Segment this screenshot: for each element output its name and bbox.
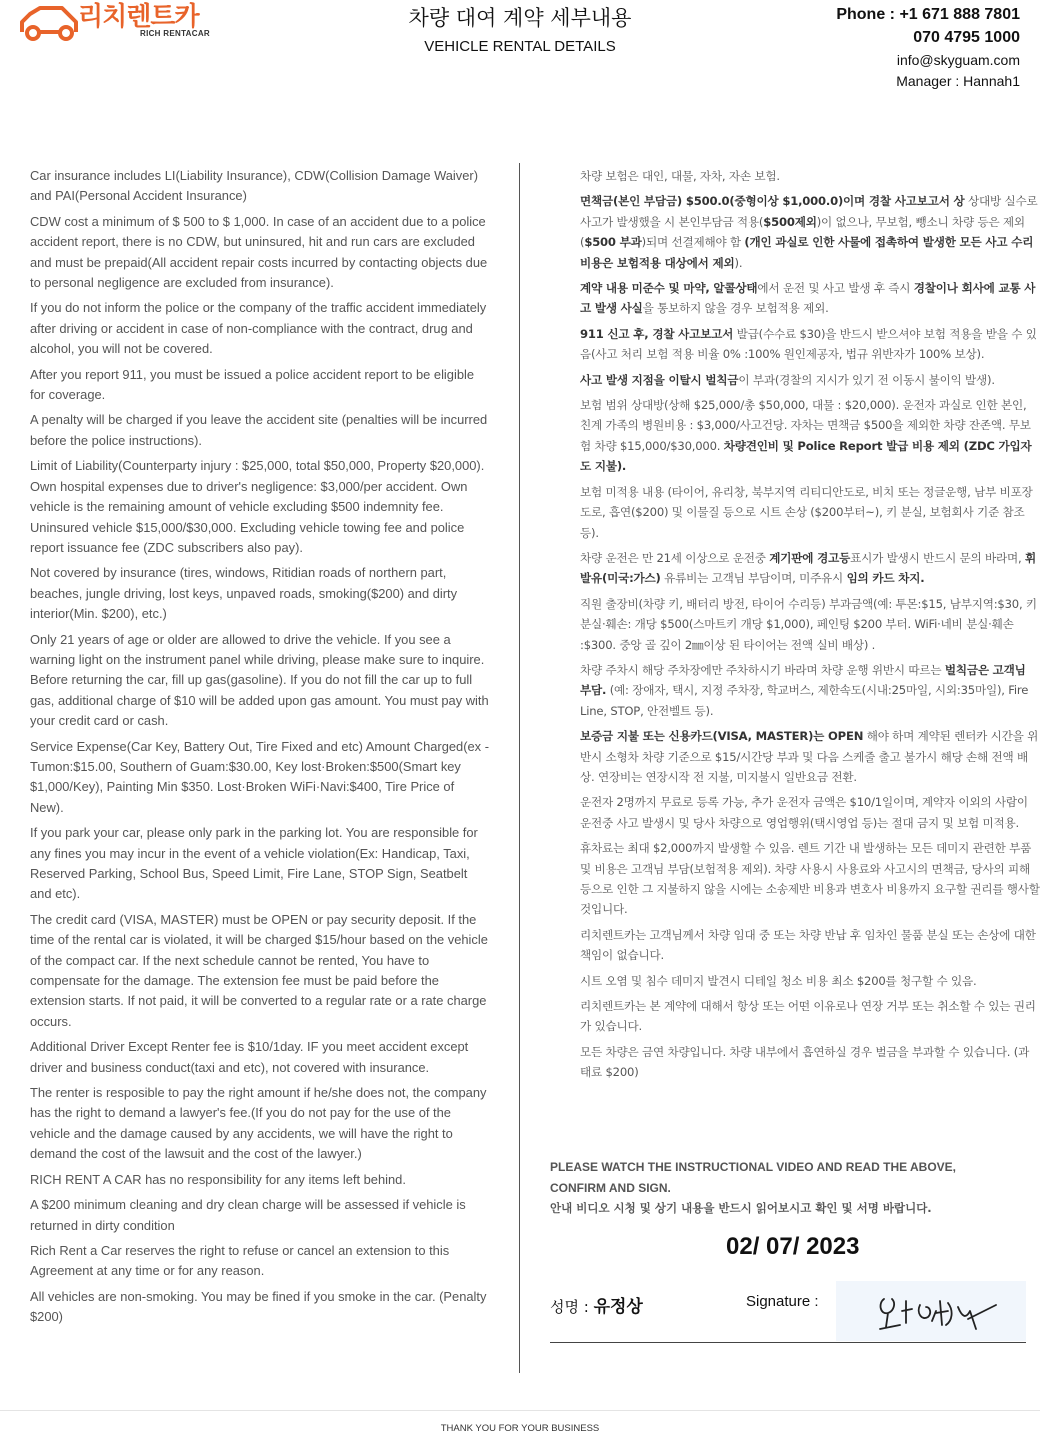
- term-paragraph-en: Rich Rent a Car reserves the right to refuse or cancel an extension to this Agreement at any time or for any reason.: [30, 1242, 450, 1279]
- term-paragraph-en: If you do not inform the police or the company of the traffic accident immediately after driving or accident in case of non-compliance with the contract, drug and alcohol, you will not be covered.: [30, 300, 487, 357]
- term-paragraph-en: All vehicles are non-smoking. You may be fined if you smoke in the car. (Penalty $200): [30, 1288, 487, 1325]
- term-paragraph-en: After you report 911, you must be issued a police accident report to be eligible for coverage.: [30, 366, 475, 403]
- term-text: 리치렌트카는 본 계약에 대해서 항상 또는 어떤 이유로나 연장 거부 또는 취소할 수 있는 권리가 있습니다.: [580, 999, 1036, 1034]
- term-paragraph-ko: [580, 971, 1040, 991]
- term-text-bold: $500제외: [763, 214, 817, 229]
- confirmation-note-korean: 안내 비디오 시청 및 상기 내용을 반드시 읽어보시고 확인 및 서명 바랍니다.: [550, 1201, 932, 1215]
- term-text: 직원 출장비(차량 키, 배터리 방전, 타이어 수리등) 부과금액(예: 투몬:$15, 남부지역:$30, 키분실·훼손: 개당 $500(스마트키 개당 $1,000), 페인팅 $200 부터. WiFi·네비 분실·훼손 :$300. 중앙 골 깊이 2㎜이상 된 타이어는 전액 실비 배상) .: [580, 596, 1037, 652]
- term-text-bold: 벌칙금은 고객님 부담.: [580, 662, 1026, 698]
- manager-name: Manager : Hannah1: [896, 73, 1020, 89]
- term-text: 보험 범위 상대방(상해 $25,000/총 $50,000, 대물 : $20,000). 운전자 과실로 인한 본인, 친계 가족의 병원비용 : $3,000/사고건당. 자차는 면책금 $500을 제외한 차량 잔존액. 무보험 차량 $15,000/$30,000.: [580, 398, 1031, 453]
- term-text-bold: 휘발유(미국:가스): [580, 550, 1037, 586]
- term-text: )이 없으나, 무보험, 뺑소니 차량 등은 제외(: [580, 214, 1025, 250]
- term-paragraph-ko: [580, 166, 1040, 186]
- term-text: 해야 하며 계약된 렌터카 시간을 위반시 소형차 차량 기준으로 $15/시간당 부과 및 다음 스케줄 출고 불가시 해당 손해 전액 배상. 연장비는 연장시작 전 지불, 미지불시 일반요금 전환.: [580, 729, 1039, 784]
- term-paragraph-en: RICH RENT A CAR has no responsibility for any items left behind.: [30, 1171, 406, 1187]
- term-paragraph-ko: [580, 726, 1040, 787]
- term-paragraph-ko: [580, 838, 1040, 920]
- term-paragraph-ko: [580, 660, 1040, 721]
- term-paragraph-en: The renter is resposible to pay the right amount if he/she does not, the company has the right to demand a lawyer's fee.(If you do not pay for the use of the vehicle and the damage caused by any accidents, we will have the right to demand the cost of the lawsuit and the cost of the lawyer.): [30, 1085, 487, 1162]
- term-paragraph-ko: [580, 278, 1040, 319]
- term-text-bold: 계약 내용 미준수 및 마약, 알콜상태: [580, 281, 758, 296]
- phone-number: Phone : +1 671 888 7801: [836, 6, 1020, 23]
- term-text: 모든 차량은 금연 차량입니다. 차량 내부에서 흡연하실 경우 벌금을 부과할 수 있습니다. (과태료 $200): [580, 1044, 1030, 1080]
- name-field: [550, 1292, 643, 1317]
- term-text: 시트 오염 및 침수 데미지 발견시 디테일 청소 비용 최소 $200를 청구할 수 있음.: [580, 973, 977, 988]
- term-text: )되며 선결제해야 함: [641, 235, 745, 250]
- term-paragraph-en: CDW cost a minimum of $ 500 to $ 1,000. In case of an accident due to a police accident report, there is no CDW, but uninsured, hit and run cars are excluded and must be prepaid(All accident repair costs incurred by contacting objects due to personal negligence are excluded from insurance).: [30, 213, 488, 291]
- term-text: 을 통보하지 않을 경우 보험적용 제외.: [642, 301, 829, 316]
- term-text-bold: 면책금(본인 부담금) $500.0(중형이상 $1,000.0)이며 경찰 사고보고서 상: [580, 194, 965, 209]
- signature-label: Signature :: [746, 1293, 819, 1310]
- signature-line: [550, 1342, 1026, 1343]
- handwritten-signature: [836, 1281, 1026, 1341]
- name-label: 성명 :: [550, 1298, 594, 1316]
- term-text-bold: 사고 발생 지점을 이탈시 벌칙금: [580, 372, 739, 387]
- term-paragraph-en: A penalty will be charged if you leave the accident site (penalties will be incurred before the police instructions).: [30, 412, 488, 448]
- term-paragraph-ko: [580, 548, 1040, 589]
- page-title-english: VEHICLE RENTAL DETAILS: [424, 38, 616, 55]
- term-paragraph-en: If you park your car, please only park in the parking lot. You are responsible for any fines you may incur in the event of a vehicle violation(Ex: Handicap, Taxi, Reserved Parking, School Bus, Speed Limit, Fire Lane, STOP Sign, Seatbelt and etc).: [30, 825, 478, 902]
- term-text: ).: [734, 255, 743, 270]
- term-text-bold: (개인 과실로 인한 사물에 접촉하여 발생한 모든 사고 수리비용은 보험적용 대상에서 제외: [580, 235, 1034, 270]
- term-text: 발급(수수료 $30)을 반드시 받으셔야 보험 적용을 받을 수 있음(사고 처리 보험 적용 비율 0% :100% 원인제공자, 법규 위반자가 100% 보상).: [580, 326, 1037, 362]
- term-text-bold: $500 부과: [584, 235, 642, 250]
- term-text: 표시가 발생시 반드시 문의 바라며,: [850, 550, 1026, 565]
- term-text: 보험 미적용 내용 (타이어, 유리창, 북부지역 리티디안도로, 비치 또는 정글운행, 남부 비포장도로, 흡연($200) 및 이물질 등으로 시트 손상 ($200부터~), 키 분실, 보험회사 기준 참조 등).: [580, 484, 1033, 540]
- term-text-bold: 계기판에 경고등: [769, 550, 851, 565]
- column-divider: [519, 163, 520, 1373]
- term-paragraph-ko: [580, 996, 1040, 1037]
- contract-date: 02/ 07/ 2023: [726, 1233, 860, 1260]
- term-text-bold: 차량견인비 및 Police Report 발급 비용 제외 (ZDC 가입자도 지불).: [580, 438, 1032, 474]
- confirmation-note-english: PLEASE WATCH THE INSTRUCTIONAL VIDEO AND READ THE ABOVE, CONFIRM AND SIGN.: [550, 1160, 957, 1195]
- term-paragraph-en: The credit card (VISA, MASTER) must be OPEN or pay security deposit. If the time of the rental car is violated, it will be charged $15/hour based on the vehicle of the compact car. If the next schedule cannot be rented, You have to compensate for the damage. The extension fee must be paid before the extension starts. If not paid, it will be converted to a regular rate or a rate charge occurs.: [30, 911, 488, 1029]
- term-paragraph-en: Service Expense(Car Key, Battery Out, Tire Fixed and etc) Amount Charged(ex - Tumon:$15.00, Southern of Guam:$30.00, Key lost·Broken:$500(Smart key $1,000/Key), Painting Min $350. Lost·Broken WiFi·Navi:$400, Tire Price of New).: [30, 738, 490, 815]
- term-text-bold: 임의 카드 차지.: [846, 571, 925, 586]
- term-paragraph-ko: [580, 370, 1040, 390]
- term-text: 차량 주차시 해당 주차장에만 주차하시기 바라며 차량 운행 위반시 따르는: [580, 662, 945, 677]
- term-text: 유류비는 고객님 부담이며, 미주유시: [660, 571, 847, 586]
- footer-divider: [0, 1410, 1040, 1411]
- signature-box[interactable]: [836, 1281, 1026, 1341]
- term-text-bold: 911 신고 후, 경찰 사고보고서: [580, 326, 734, 341]
- term-text: 차량 보험은 대인, 대물, 자차, 자손 보험.: [580, 169, 780, 183]
- term-paragraph-ko: [580, 324, 1040, 365]
- term-text-bold: 경찰이나 회사에 교통 사고 발생 사실: [580, 281, 1036, 316]
- term-paragraph-ko: [580, 792, 1040, 833]
- term-paragraph-en: Car insurance includes LI(Liability Insurance), CDW(Collision Damage Waiver) and PAI(Personal Accident Insurance): [30, 168, 478, 204]
- term-paragraph-ko: [580, 482, 1040, 543]
- term-paragraph-en: A $200 minimum cleaning and dry clean charge will be assessed if vehicle is returned in dirty condition: [30, 1197, 466, 1233]
- term-paragraph-ko: [580, 594, 1040, 655]
- term-text: 차량 운전은 만 21세 이상으로 운전중: [580, 550, 770, 565]
- confirmation-note: [550, 1157, 1000, 1219]
- term-paragraph-ko: [580, 1042, 1040, 1083]
- terms-english-column: [30, 166, 490, 1333]
- term-text: 이 부과(경찰의 지시가 있기 전 이동시 불이익 발생).: [738, 372, 995, 387]
- term-text: 에서 운전 및 사고 발생 후 즉시: [757, 281, 914, 296]
- contact-block: [836, 4, 1020, 92]
- page-title-korean: 차량 대여 계약 세부내용: [408, 6, 632, 30]
- term-paragraph-ko: [580, 925, 1040, 966]
- term-paragraph-en: Only 21 years of age or older are allowed to drive the vehicle. If you see a warning light on the instrument panel while driving, please make sure to inquire. Before returning the car, fill up gas(gasoline). If you do not fill the car up to full gas, additional charge of $10 will be added upon gas amount. You must pay with your credit card or cash.: [30, 631, 489, 729]
- term-text-bold: 보증금 지불 또는 신용카드(VISA, MASTER)는 OPEN: [580, 729, 864, 744]
- logo-english-text: RICH RENTACAR: [140, 29, 210, 38]
- terms-korean-column: [580, 166, 1040, 1088]
- term-text: 운전자 2명까지 무료로 등록 가능, 추가 운전자 금액은 $10/1일이며, 계약자 이외의 사람이 운전중 사고 발생시 및 당사 차량으로 영업행위(택시영업 등)는 절대 금지 및 보험 미적용.: [580, 795, 1028, 830]
- term-text: 상대방 실수로 사고가 발생했을 시 본인부담금 적용(: [580, 194, 1038, 229]
- term-paragraph-en: Additional Driver Except Renter fee is $10/1day. IF you meet accident except driver and business conduct(taxi and etc), not covered with insurance.: [30, 1039, 469, 1075]
- term-paragraph-en: Limit of Liability(Counterparty injury : $25,000, total $50,000, Property $20,000). Own hospital expenses due to driver's negligence: $3,000/per accident. Own vehicle is the remaining amount of vehicle excluding $500 indemnity fee. Uninsured vehicle $15,000/$30,000. Excluding vehicle towing fee and police report issuance fee (ZDC subscribers also pay).: [30, 458, 485, 555]
- phone-number-2: 070 4795 1000: [913, 29, 1020, 46]
- footer-text: THANK YOU FOR YOUR BUSINESS: [440, 1423, 600, 1434]
- term-text: 리치렌트카는 고객님께서 차량 임대 중 또는 차량 반납 후 임차인 물품 분실 또는 손상에 대한 책임이 없습니다.: [580, 927, 1036, 963]
- term-paragraph-en: Not covered by insurance (tires, windows, Ritidian roads of northern part, beaches, jungle driving, lost keys, unpaved roads, smoking($200) and dirty interior(Min. $200), etc.): [30, 565, 458, 622]
- renter-name: 유정상: [593, 1297, 643, 1317]
- email-address: info@skyguam.com: [896, 52, 1020, 68]
- logo-ko-text: 리치렌트카: [78, 2, 199, 32]
- term-text: 휴차료는 최대 $2,000까지 발생할 수 있음. 렌트 기간 내 발생하는 모든 데미지 관련한 부품 및 비용은 고객님 부담(보험적용 제외). 차량 사용시 사용료와 사고시의 면책금, 당사의 피해 등으로 인한 그 지불하지 않을 시에는 소송제반 비용과 변호사 비용까지 요구할 권리를 행사할 것입니다.: [580, 841, 1040, 917]
- term-paragraph-ko: [580, 395, 1040, 477]
- term-paragraph-ko: [580, 191, 1040, 273]
- term-text: (예: 장애자, 택시, 지정 주차장, 학교버스, 제한속도(시내:25마일, 시외:35마일), Fire Line, STOP, 안전벨트 등).: [580, 683, 1029, 718]
